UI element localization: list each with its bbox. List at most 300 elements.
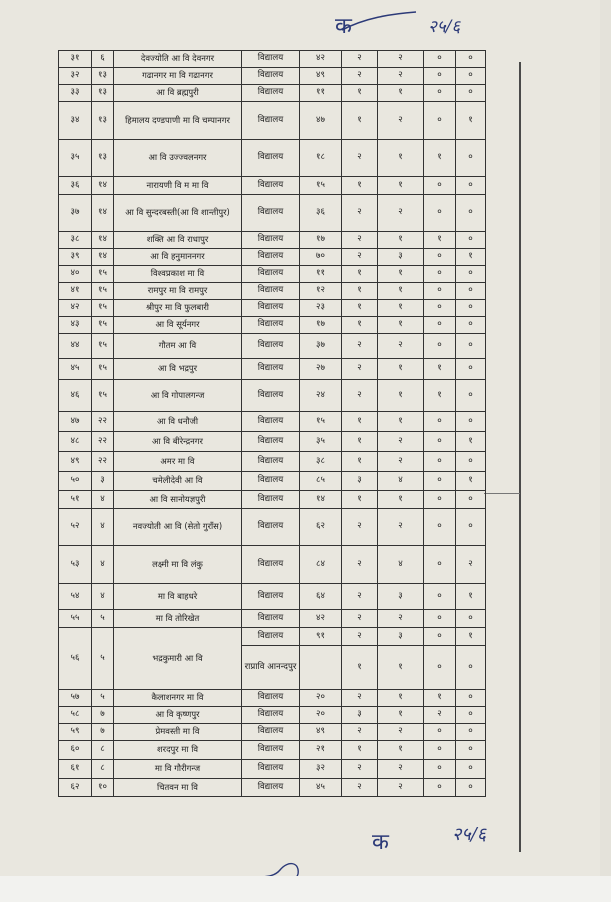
b-cell: ४	[378, 472, 424, 491]
total-cell: ६४	[300, 584, 342, 610]
c-cell: ०	[424, 317, 456, 334]
a-cell: १	[342, 412, 378, 432]
a-cell: २	[342, 68, 378, 85]
d-cell: ०	[456, 195, 486, 232]
b-cell: २	[378, 760, 424, 779]
table-row	[59, 760, 486, 779]
type-cell: विद्यालय	[242, 760, 300, 779]
name-cell: गौतम आ वि	[114, 334, 242, 359]
ward-cell: १५	[92, 317, 114, 334]
ward-cell: १५	[92, 334, 114, 359]
b-cell: १	[378, 690, 424, 707]
c-cell: ०	[424, 432, 456, 452]
type-cell: विद्यालय	[242, 380, 300, 412]
table-row	[59, 266, 486, 283]
type-cell: विद्यालय	[242, 690, 300, 707]
ward-cell: १५	[92, 380, 114, 412]
ward-cell: ७	[92, 707, 114, 724]
b-cell: २	[378, 68, 424, 85]
c-cell: ०	[424, 610, 456, 628]
sn-cell: ५१	[59, 491, 92, 509]
total-cell: ४२	[300, 51, 342, 68]
total-cell: ९१	[300, 628, 342, 646]
ward-cell: १५	[92, 266, 114, 283]
c-cell: ०	[424, 266, 456, 283]
c-cell: ०	[424, 779, 456, 797]
total-cell: १७	[300, 317, 342, 334]
sn-cell: ५९	[59, 724, 92, 741]
b-cell: १	[378, 380, 424, 412]
total-cell: ४७	[300, 102, 342, 140]
d-cell: ०	[456, 266, 486, 283]
a-cell: १	[342, 452, 378, 472]
ward-cell: १३	[92, 85, 114, 102]
d-cell: ०	[456, 85, 486, 102]
total-cell: २१	[300, 741, 342, 760]
school-table	[58, 50, 486, 797]
name-cell: शरदपुर मा वि	[114, 741, 242, 760]
name-cell: आ वि गोपालगन्ज	[114, 380, 242, 412]
a-cell: १	[342, 646, 378, 690]
b-cell: १	[378, 359, 424, 380]
table-row	[59, 380, 486, 412]
b-cell: ३	[378, 249, 424, 266]
type-cell: विद्यालय	[242, 249, 300, 266]
b-cell: १	[378, 177, 424, 195]
d-cell: २	[456, 546, 486, 584]
name-cell: हिमालय दण्डपाणी मा वि चम्पानगर	[114, 102, 242, 140]
table-row	[59, 779, 486, 797]
name-cell: प्रेमवस्ती मा वि	[114, 724, 242, 741]
sn-cell: ५७	[59, 690, 92, 707]
b-cell: १	[378, 266, 424, 283]
c-cell: १	[424, 232, 456, 249]
ward-cell: ५	[92, 610, 114, 628]
table-row	[59, 491, 486, 509]
total-cell: ६२	[300, 509, 342, 546]
b-cell: १	[378, 317, 424, 334]
a-cell: २	[342, 232, 378, 249]
b-cell: २	[378, 610, 424, 628]
sn-cell: ५०	[59, 472, 92, 491]
total-cell: १२	[300, 283, 342, 300]
b-cell: २	[378, 334, 424, 359]
d-cell: ०	[456, 300, 486, 317]
sn-cell: ६२	[59, 779, 92, 797]
a-cell: २	[342, 690, 378, 707]
total-cell: २०	[300, 707, 342, 724]
name-cell: आ वि धनौजी	[114, 412, 242, 432]
table-row	[59, 232, 486, 249]
d-cell: ०	[456, 317, 486, 334]
d-cell: ०	[456, 491, 486, 509]
table-row	[59, 102, 486, 140]
type-cell: विद्यालय	[242, 779, 300, 797]
type-cell: विद्यालय	[242, 283, 300, 300]
table-row	[59, 546, 486, 584]
margin-rule	[519, 62, 521, 852]
a-cell: २	[342, 509, 378, 546]
table-row	[59, 432, 486, 452]
c-cell: ०	[424, 85, 456, 102]
c-cell: ०	[424, 249, 456, 266]
ward-cell: १३	[92, 102, 114, 140]
ward-cell: २२	[92, 432, 114, 452]
type-cell: विद्यालय	[242, 334, 300, 359]
c-cell: ०	[424, 472, 456, 491]
ward-cell: ८	[92, 760, 114, 779]
table-row	[59, 300, 486, 317]
d-cell: ०	[456, 334, 486, 359]
a-cell: २	[342, 760, 378, 779]
c-cell: ०	[424, 509, 456, 546]
a-cell: १	[342, 177, 378, 195]
sn-cell: ६०	[59, 741, 92, 760]
page-bottom-edge	[0, 876, 611, 902]
table-row	[59, 472, 486, 491]
name-cell: देवज्योति आ वि देवनगर	[114, 51, 242, 68]
table-row	[59, 359, 486, 380]
ward-cell: ४	[92, 509, 114, 546]
b-cell: १	[378, 412, 424, 432]
total-cell: १५	[300, 177, 342, 195]
bottom-annotation: क	[372, 830, 389, 855]
b-cell: २	[378, 195, 424, 232]
type-cell: विद्यालय	[242, 359, 300, 380]
sn-cell: ३४	[59, 102, 92, 140]
name-cell: आ वि कृष्णपुर	[114, 707, 242, 724]
d-cell: ०	[456, 140, 486, 177]
total-cell: २७	[300, 359, 342, 380]
name-cell: लक्ष्मी मा वि लंकु	[114, 546, 242, 584]
b-cell: २	[378, 432, 424, 452]
top-signature-stroke	[340, 8, 420, 38]
sn-cell: ४६	[59, 380, 92, 412]
type-cell: विद्यालय	[242, 472, 300, 491]
name-cell: आ वि सानोयज्ञपुरी	[114, 491, 242, 509]
type-cell: विद्यालय	[242, 232, 300, 249]
d-cell: १	[456, 102, 486, 140]
a-cell: ३	[342, 472, 378, 491]
b-cell: १	[378, 85, 424, 102]
c-cell: ०	[424, 491, 456, 509]
a-cell: २	[342, 359, 378, 380]
d-cell: ०	[456, 779, 486, 797]
b-cell: १	[378, 741, 424, 760]
c-cell: ०	[424, 628, 456, 646]
c-cell: ०	[424, 584, 456, 610]
name-cell: शक्ति आ वि राधापुर	[114, 232, 242, 249]
name-cell: मा वि तोरिखेत	[114, 610, 242, 628]
ward-cell: १४	[92, 232, 114, 249]
c-cell: ०	[424, 68, 456, 85]
name-cell: मा वि बाहधरे	[114, 584, 242, 610]
type-cell: विद्यालय	[242, 177, 300, 195]
name-cell: रामपुर मा वि रामपुर	[114, 283, 242, 300]
b-cell: २	[378, 724, 424, 741]
c-cell: १	[424, 690, 456, 707]
type-cell: विद्यालय	[242, 195, 300, 232]
sn-cell: ३९	[59, 249, 92, 266]
top-signature: २५/६	[428, 17, 461, 37]
a-cell: २	[342, 779, 378, 797]
ward-cell: २२	[92, 412, 114, 432]
b-cell: २	[378, 779, 424, 797]
sn-cell: ३६	[59, 177, 92, 195]
a-cell: १	[342, 283, 378, 300]
d-cell: १	[456, 472, 486, 491]
a-cell: २	[342, 51, 378, 68]
table-row	[59, 724, 486, 741]
a-cell: ३	[342, 707, 378, 724]
ward-cell: ३	[92, 472, 114, 491]
b-cell: १	[378, 232, 424, 249]
sn-cell: ४४	[59, 334, 92, 359]
b-cell: १	[378, 491, 424, 509]
ward-cell: ४	[92, 546, 114, 584]
total-cell: १५	[300, 412, 342, 432]
table-row	[59, 317, 486, 334]
sn-cell: ३५	[59, 140, 92, 177]
a-cell: १	[342, 491, 378, 509]
sn-cell: ३८	[59, 232, 92, 249]
type-cell: विद्यालय	[242, 140, 300, 177]
total-cell: ३७	[300, 334, 342, 359]
a-cell: २	[342, 249, 378, 266]
sn-cell: ५४	[59, 584, 92, 610]
table-row	[59, 741, 486, 760]
type-cell: विद्यालय	[242, 546, 300, 584]
type-cell: विद्यालय	[242, 300, 300, 317]
d-cell: १	[456, 432, 486, 452]
a-cell: २	[342, 195, 378, 232]
name-cell: चितवन मा वि	[114, 779, 242, 797]
type-cell: विद्यालय	[242, 412, 300, 432]
d-cell: ०	[456, 412, 486, 432]
table-row	[59, 51, 486, 68]
ward-cell: १५	[92, 359, 114, 380]
name-cell: आ वि हनुमाननगर	[114, 249, 242, 266]
sn-cell: ५५	[59, 610, 92, 628]
a-cell: १	[342, 741, 378, 760]
a-cell: २	[342, 584, 378, 610]
sn-cell: ५२	[59, 509, 92, 546]
c-cell: ०	[424, 546, 456, 584]
total-cell: ११	[300, 266, 342, 283]
total-cell: २३	[300, 300, 342, 317]
b-cell: २	[378, 452, 424, 472]
total-cell: ४५	[300, 779, 342, 797]
total-cell: २०	[300, 690, 342, 707]
sn-cell: ५६	[59, 628, 92, 690]
name-cell: आ वि उज्ज्वलनगर	[114, 140, 242, 177]
total-cell: ७०	[300, 249, 342, 266]
name-cell: श्रीपुर मा वि फुलबारी	[114, 300, 242, 317]
type-cell: विद्यालय	[242, 452, 300, 472]
sn-cell: ४२	[59, 300, 92, 317]
total-cell: ४९	[300, 724, 342, 741]
name-cell: आ वि ब्रह्मपुरी	[114, 85, 242, 102]
sn-cell: ४०	[59, 266, 92, 283]
name-cell: गढानगर मा वि गढानगर	[114, 68, 242, 85]
name-cell: विश्वप्रकाश मा वि	[114, 266, 242, 283]
type-cell: विद्यालय	[242, 741, 300, 760]
c-cell: ०	[424, 102, 456, 140]
type-cell: विद्यालय	[242, 491, 300, 509]
c-cell: २	[424, 707, 456, 724]
sn-cell: ४८	[59, 432, 92, 452]
sn-cell: ३३	[59, 85, 92, 102]
table-row	[59, 584, 486, 610]
d-cell: ०	[456, 359, 486, 380]
total-cell: ८४	[300, 546, 342, 584]
b-cell: १	[378, 300, 424, 317]
a-cell: २	[342, 140, 378, 177]
ward-cell: ५	[92, 690, 114, 707]
d-cell: ०	[456, 646, 486, 690]
type-cell: राप्रावि आनन्दपुर	[242, 646, 300, 690]
sn-cell: ३२	[59, 68, 92, 85]
table-row	[59, 283, 486, 300]
a-cell: २	[342, 546, 378, 584]
name-cell: नवज्योती आ वि (सेतो गुराँस)	[114, 509, 242, 546]
a-cell: २	[342, 628, 378, 646]
total-cell: ११	[300, 85, 342, 102]
type-cell: विद्यालय	[242, 707, 300, 724]
type-cell: विद्यालय	[242, 724, 300, 741]
ward-cell: ८	[92, 741, 114, 760]
ward-cell: १५	[92, 283, 114, 300]
a-cell: १	[342, 300, 378, 317]
c-cell: ०	[424, 334, 456, 359]
table-row	[59, 628, 486, 646]
type-cell: विद्यालय	[242, 266, 300, 283]
c-cell: ०	[424, 452, 456, 472]
name-cell: आ वि भद्रपुर	[114, 359, 242, 380]
name-cell: आ वि सुन्दरबस्ती(आ वि शान्तीपुर)	[114, 195, 242, 232]
name-cell: चमेलीदेवी आ वि	[114, 472, 242, 491]
total-cell: १८	[300, 140, 342, 177]
b-cell: १	[378, 646, 424, 690]
d-cell: ०	[456, 452, 486, 472]
ward-cell: १३	[92, 68, 114, 85]
total-cell: ३८	[300, 452, 342, 472]
total-cell: ८५	[300, 472, 342, 491]
table-row	[59, 249, 486, 266]
table-row	[59, 177, 486, 195]
sn-cell: ४९	[59, 452, 92, 472]
total-cell: १४	[300, 491, 342, 509]
table-row	[59, 68, 486, 85]
total-cell: ४२	[300, 610, 342, 628]
table-row	[59, 452, 486, 472]
name-cell: नारायणी वि म मा वि	[114, 177, 242, 195]
total-cell: २४	[300, 380, 342, 412]
c-cell: ०	[424, 300, 456, 317]
total-cell	[300, 646, 342, 690]
type-cell: विद्यालय	[242, 68, 300, 85]
sn-cell: ३७	[59, 195, 92, 232]
sn-cell: ४७	[59, 412, 92, 432]
table-row	[59, 707, 486, 724]
d-cell: ०	[456, 283, 486, 300]
d-cell: ०	[456, 724, 486, 741]
b-cell: २	[378, 102, 424, 140]
type-cell: विद्यालय	[242, 317, 300, 334]
c-cell: ०	[424, 177, 456, 195]
d-cell: ०	[456, 707, 486, 724]
ward-cell: १४	[92, 195, 114, 232]
type-cell: विद्यालय	[242, 628, 300, 646]
type-cell: विद्यालय	[242, 432, 300, 452]
a-cell: १	[342, 85, 378, 102]
a-cell: २	[342, 334, 378, 359]
sn-cell: ४३	[59, 317, 92, 334]
c-cell: ०	[424, 760, 456, 779]
a-cell: १	[342, 432, 378, 452]
d-cell: ०	[456, 68, 486, 85]
sn-cell: ६१	[59, 760, 92, 779]
ward-cell: ५	[92, 628, 114, 690]
b-cell: २	[378, 51, 424, 68]
type-cell: विद्यालय	[242, 584, 300, 610]
a-cell: १	[342, 317, 378, 334]
d-cell: ०	[456, 610, 486, 628]
ward-cell: १५	[92, 300, 114, 317]
table-row	[59, 85, 486, 102]
b-cell: ३	[378, 584, 424, 610]
a-cell: २	[342, 724, 378, 741]
c-cell: १	[424, 380, 456, 412]
table-row	[59, 509, 486, 546]
type-cell: विद्यालय	[242, 85, 300, 102]
ward-cell: ७	[92, 724, 114, 741]
ward-cell: १०	[92, 779, 114, 797]
d-cell: १	[456, 249, 486, 266]
c-cell: १	[424, 359, 456, 380]
type-cell: विद्यालय	[242, 509, 300, 546]
margin-tick	[484, 493, 520, 494]
c-cell: ०	[424, 51, 456, 68]
sn-cell: ५८	[59, 707, 92, 724]
name-cell: भद्रकुमारी आ वि	[114, 628, 242, 690]
name-cell: आ वि बीरेन्द्रनगर	[114, 432, 242, 452]
c-cell: १	[424, 140, 456, 177]
c-cell: ०	[424, 195, 456, 232]
ward-cell: १३	[92, 140, 114, 177]
type-cell: विद्यालय	[242, 610, 300, 628]
b-cell: १	[378, 707, 424, 724]
b-cell: १	[378, 283, 424, 300]
c-cell: ०	[424, 724, 456, 741]
a-cell: २	[342, 380, 378, 412]
d-cell: ०	[456, 690, 486, 707]
d-cell: ०	[456, 51, 486, 68]
ward-cell: १४	[92, 249, 114, 266]
table-row	[59, 610, 486, 628]
ward-cell: ६	[92, 51, 114, 68]
c-cell: ०	[424, 741, 456, 760]
bottom-signature: २५/६	[452, 824, 487, 845]
d-cell: १	[456, 584, 486, 610]
b-cell: १	[378, 140, 424, 177]
top-annotation: क	[335, 14, 352, 39]
table-row	[59, 690, 486, 707]
c-cell: ०	[424, 283, 456, 300]
total-cell: ३५	[300, 432, 342, 452]
sn-cell: ४१	[59, 283, 92, 300]
table-row	[59, 140, 486, 177]
